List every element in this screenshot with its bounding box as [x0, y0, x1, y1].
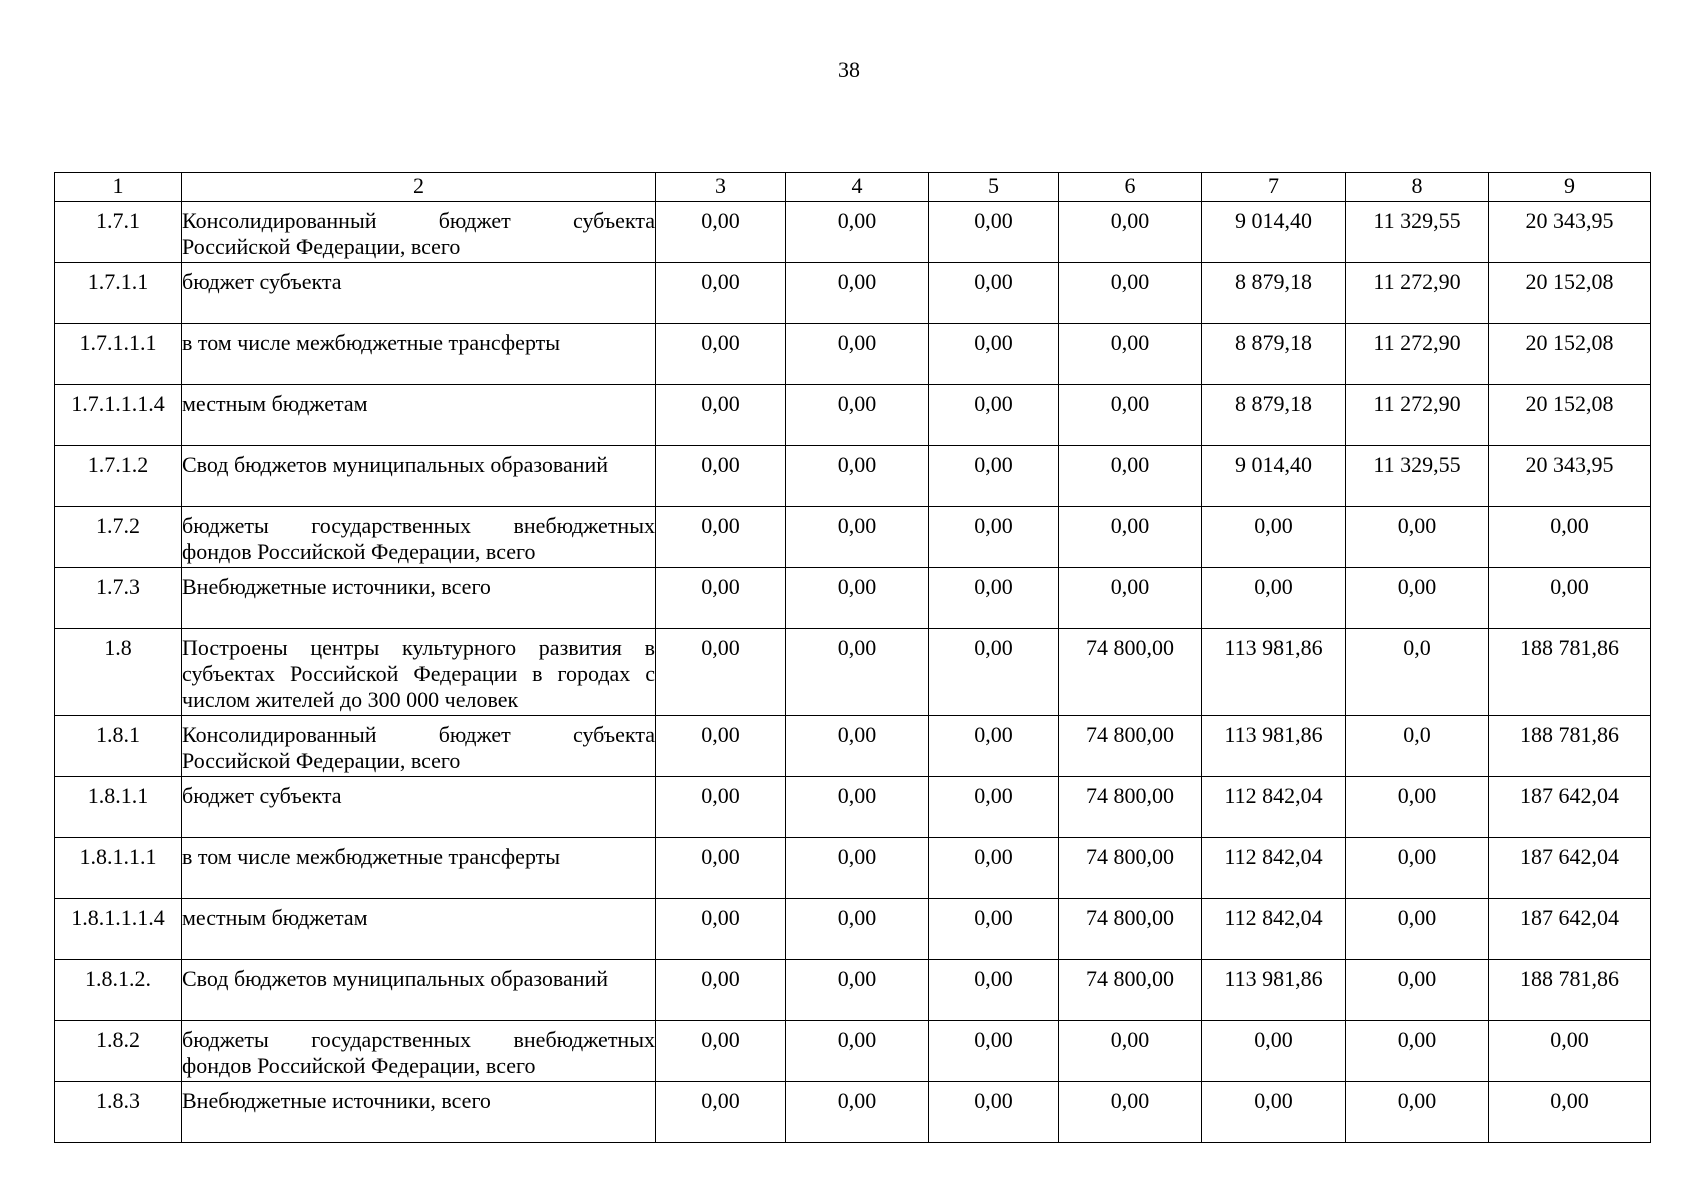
row-name: Консолидированный бюджет субъекта Российской Федерации, всего	[182, 716, 656, 777]
row-value-col-9: 20 152,08	[1489, 263, 1651, 324]
table-row	[55, 899, 1651, 960]
row-code: 1.8.3	[55, 1082, 182, 1143]
row-name: бюджеты государственных внебюджетных фондов Российской Федерации, всего	[182, 1021, 656, 1082]
row-name: бюджет субъекта	[182, 777, 656, 838]
row-value-col-7: 113 981,86	[1202, 629, 1346, 716]
row-name: Внебюджетные источники, всего	[182, 568, 656, 629]
row-value-col-4: 0,00	[786, 838, 929, 899]
row-code: 1.8	[55, 629, 182, 716]
row-value-col-8: 0,00	[1346, 1082, 1489, 1143]
column-header: 2	[182, 173, 656, 202]
row-code: 1.7.1.1.1	[55, 324, 182, 385]
row-value-col-6: 74 800,00	[1059, 960, 1202, 1021]
row-value-col-6: 74 800,00	[1059, 899, 1202, 960]
row-value-col-4: 0,00	[786, 1021, 929, 1082]
row-value-col-4: 0,00	[786, 263, 929, 324]
table-row	[55, 960, 1651, 1021]
row-value-col-6: 0,00	[1059, 385, 1202, 446]
row-value-col-4: 0,00	[786, 324, 929, 385]
row-value-col-5: 0,00	[929, 1021, 1059, 1082]
page-number: 38	[838, 57, 860, 82]
row-value-col-8: 11 272,90	[1346, 263, 1489, 324]
row-value-col-7: 112 842,04	[1202, 899, 1346, 960]
row-value-col-3: 0,00	[656, 777, 786, 838]
table-row	[55, 716, 1651, 777]
row-value-col-6: 0,00	[1059, 446, 1202, 507]
row-value-col-4: 0,00	[786, 507, 929, 568]
row-value-col-3: 0,00	[656, 507, 786, 568]
column-header: 7	[1202, 173, 1346, 202]
row-value-col-3: 0,00	[656, 202, 786, 263]
row-value-col-4: 0,00	[786, 716, 929, 777]
row-name: в том числе межбюджетные трансферты	[182, 838, 656, 899]
row-value-col-8: 0,00	[1346, 507, 1489, 568]
row-name: Консолидированный бюджет субъекта Российской Федерации, всего	[182, 202, 656, 263]
row-code: 1.8.1.1	[55, 777, 182, 838]
row-value-col-9: 188 781,86	[1489, 716, 1651, 777]
row-value-col-9: 20 343,95	[1489, 202, 1651, 263]
row-value-col-6: 0,00	[1059, 1082, 1202, 1143]
row-name: местным бюджетам	[182, 385, 656, 446]
row-value-col-8: 11 272,90	[1346, 324, 1489, 385]
row-code: 1.8.1.2.	[55, 960, 182, 1021]
row-value-col-4: 0,00	[786, 568, 929, 629]
row-value-col-7: 0,00	[1202, 507, 1346, 568]
table-row	[55, 838, 1651, 899]
row-value-col-5: 0,00	[929, 777, 1059, 838]
row-value-col-8: 11 329,55	[1346, 202, 1489, 263]
row-value-col-9: 187 642,04	[1489, 777, 1651, 838]
row-name: в том числе межбюджетные трансферты	[182, 324, 656, 385]
row-value-col-7: 113 981,86	[1202, 960, 1346, 1021]
row-value-col-6: 74 800,00	[1059, 716, 1202, 777]
row-value-col-8: 0,0	[1346, 716, 1489, 777]
row-value-col-3: 0,00	[656, 838, 786, 899]
row-value-col-7: 8 879,18	[1202, 385, 1346, 446]
table-row	[55, 324, 1651, 385]
row-value-col-8: 0,0	[1346, 629, 1489, 716]
row-value-col-4: 0,00	[786, 202, 929, 263]
row-value-col-7: 8 879,18	[1202, 324, 1346, 385]
row-name: Свод бюджетов муниципальных образований	[182, 446, 656, 507]
row-code: 1.7.3	[55, 568, 182, 629]
column-header: 5	[929, 173, 1059, 202]
row-value-col-9: 20 343,95	[1489, 446, 1651, 507]
row-value-col-4: 0,00	[786, 899, 929, 960]
row-value-col-7: 113 981,86	[1202, 716, 1346, 777]
row-value-col-9: 187 642,04	[1489, 838, 1651, 899]
row-value-col-7: 9 014,40	[1202, 202, 1346, 263]
row-value-col-5: 0,00	[929, 385, 1059, 446]
row-value-col-5: 0,00	[929, 507, 1059, 568]
row-value-col-9: 0,00	[1489, 1021, 1651, 1082]
row-value-col-3: 0,00	[656, 629, 786, 716]
row-value-col-4: 0,00	[786, 960, 929, 1021]
row-value-col-7: 0,00	[1202, 568, 1346, 629]
row-value-col-6: 74 800,00	[1059, 838, 1202, 899]
row-value-col-9: 188 781,86	[1489, 629, 1651, 716]
row-name: бюджеты государственных внебюджетных фондов Российской Федерации, всего	[182, 507, 656, 568]
row-value-col-9: 20 152,08	[1489, 324, 1651, 385]
column-header: 4	[786, 173, 929, 202]
row-name: местным бюджетам	[182, 899, 656, 960]
row-value-col-4: 0,00	[786, 777, 929, 838]
row-value-col-3: 0,00	[656, 324, 786, 385]
row-value-col-5: 0,00	[929, 838, 1059, 899]
row-value-col-5: 0,00	[929, 716, 1059, 777]
budget-table	[54, 172, 1651, 1143]
row-name: Построены центры культурного развития в субъектах Российской Федерации в городах с числом жителей до 300 000 человек	[182, 629, 656, 716]
table-row	[55, 568, 1651, 629]
row-value-col-3: 0,00	[656, 568, 786, 629]
row-value-col-6: 0,00	[1059, 507, 1202, 568]
row-code: 1.8.1.1.1	[55, 838, 182, 899]
column-header: 1	[55, 173, 182, 202]
row-value-col-3: 0,00	[656, 960, 786, 1021]
row-value-col-5: 0,00	[929, 1082, 1059, 1143]
header-row	[55, 173, 1651, 202]
column-header: 3	[656, 173, 786, 202]
row-value-col-3: 0,00	[656, 1021, 786, 1082]
row-value-col-8: 0,00	[1346, 568, 1489, 629]
row-value-col-5: 0,00	[929, 960, 1059, 1021]
row-value-col-7: 0,00	[1202, 1082, 1346, 1143]
row-code: 1.8.1.1.1.4	[55, 899, 182, 960]
table-row	[55, 385, 1651, 446]
row-name: бюджет субъекта	[182, 263, 656, 324]
row-value-col-3: 0,00	[656, 446, 786, 507]
table-row	[55, 777, 1651, 838]
table-row	[55, 507, 1651, 568]
row-value-col-5: 0,00	[929, 568, 1059, 629]
table-row	[55, 202, 1651, 263]
row-value-col-5: 0,00	[929, 629, 1059, 716]
table-row	[55, 629, 1651, 716]
table-row	[55, 1021, 1651, 1082]
row-value-col-3: 0,00	[656, 1082, 786, 1143]
row-code: 1.7.2	[55, 507, 182, 568]
row-value-col-4: 0,00	[786, 629, 929, 716]
row-code: 1.7.1.1	[55, 263, 182, 324]
table-row	[55, 263, 1651, 324]
row-value-col-8: 0,00	[1346, 1021, 1489, 1082]
column-header: 9	[1489, 173, 1651, 202]
row-value-col-6: 0,00	[1059, 263, 1202, 324]
row-value-col-3: 0,00	[656, 385, 786, 446]
row-value-col-9: 0,00	[1489, 568, 1651, 629]
row-value-col-6: 0,00	[1059, 1021, 1202, 1082]
row-code: 1.8.1	[55, 716, 182, 777]
row-value-col-8: 11 272,90	[1346, 385, 1489, 446]
row-value-col-6: 0,00	[1059, 568, 1202, 629]
column-header: 8	[1346, 173, 1489, 202]
row-value-col-3: 0,00	[656, 263, 786, 324]
row-value-col-9: 0,00	[1489, 507, 1651, 568]
row-value-col-8: 0,00	[1346, 899, 1489, 960]
row-value-col-8: 0,00	[1346, 838, 1489, 899]
row-value-col-5: 0,00	[929, 202, 1059, 263]
row-value-col-7: 112 842,04	[1202, 777, 1346, 838]
row-value-col-9: 187 642,04	[1489, 899, 1651, 960]
row-value-col-7: 8 879,18	[1202, 263, 1346, 324]
row-value-col-7: 112 842,04	[1202, 838, 1346, 899]
row-value-col-7: 0,00	[1202, 1021, 1346, 1082]
row-value-col-4: 0,00	[786, 446, 929, 507]
row-value-col-5: 0,00	[929, 324, 1059, 385]
row-value-col-9: 0,00	[1489, 1082, 1651, 1143]
table-row	[55, 446, 1651, 507]
row-value-col-8: 11 329,55	[1346, 446, 1489, 507]
row-value-col-4: 0,00	[786, 1082, 929, 1143]
row-code: 1.7.1	[55, 202, 182, 263]
row-name: Внебюджетные источники, всего	[182, 1082, 656, 1143]
row-value-col-6: 0,00	[1059, 324, 1202, 385]
row-value-col-3: 0,00	[656, 899, 786, 960]
row-code: 1.7.1.2	[55, 446, 182, 507]
row-value-col-5: 0,00	[929, 446, 1059, 507]
row-code: 1.8.2	[55, 1021, 182, 1082]
table-row	[55, 1082, 1651, 1143]
row-value-col-6: 74 800,00	[1059, 777, 1202, 838]
row-value-col-4: 0,00	[786, 385, 929, 446]
row-value-col-9: 20 152,08	[1489, 385, 1651, 446]
row-name: Свод бюджетов муниципальных образований	[182, 960, 656, 1021]
row-value-col-5: 0,00	[929, 899, 1059, 960]
row-value-col-6: 74 800,00	[1059, 629, 1202, 716]
row-value-col-3: 0,00	[656, 716, 786, 777]
row-value-col-7: 9 014,40	[1202, 446, 1346, 507]
column-header: 6	[1059, 173, 1202, 202]
row-value-col-9: 188 781,86	[1489, 960, 1651, 1021]
row-value-col-8: 0,00	[1346, 777, 1489, 838]
row-value-col-6: 0,00	[1059, 202, 1202, 263]
row-value-col-5: 0,00	[929, 263, 1059, 324]
row-code: 1.7.1.1.1.4	[55, 385, 182, 446]
row-value-col-8: 0,00	[1346, 960, 1489, 1021]
